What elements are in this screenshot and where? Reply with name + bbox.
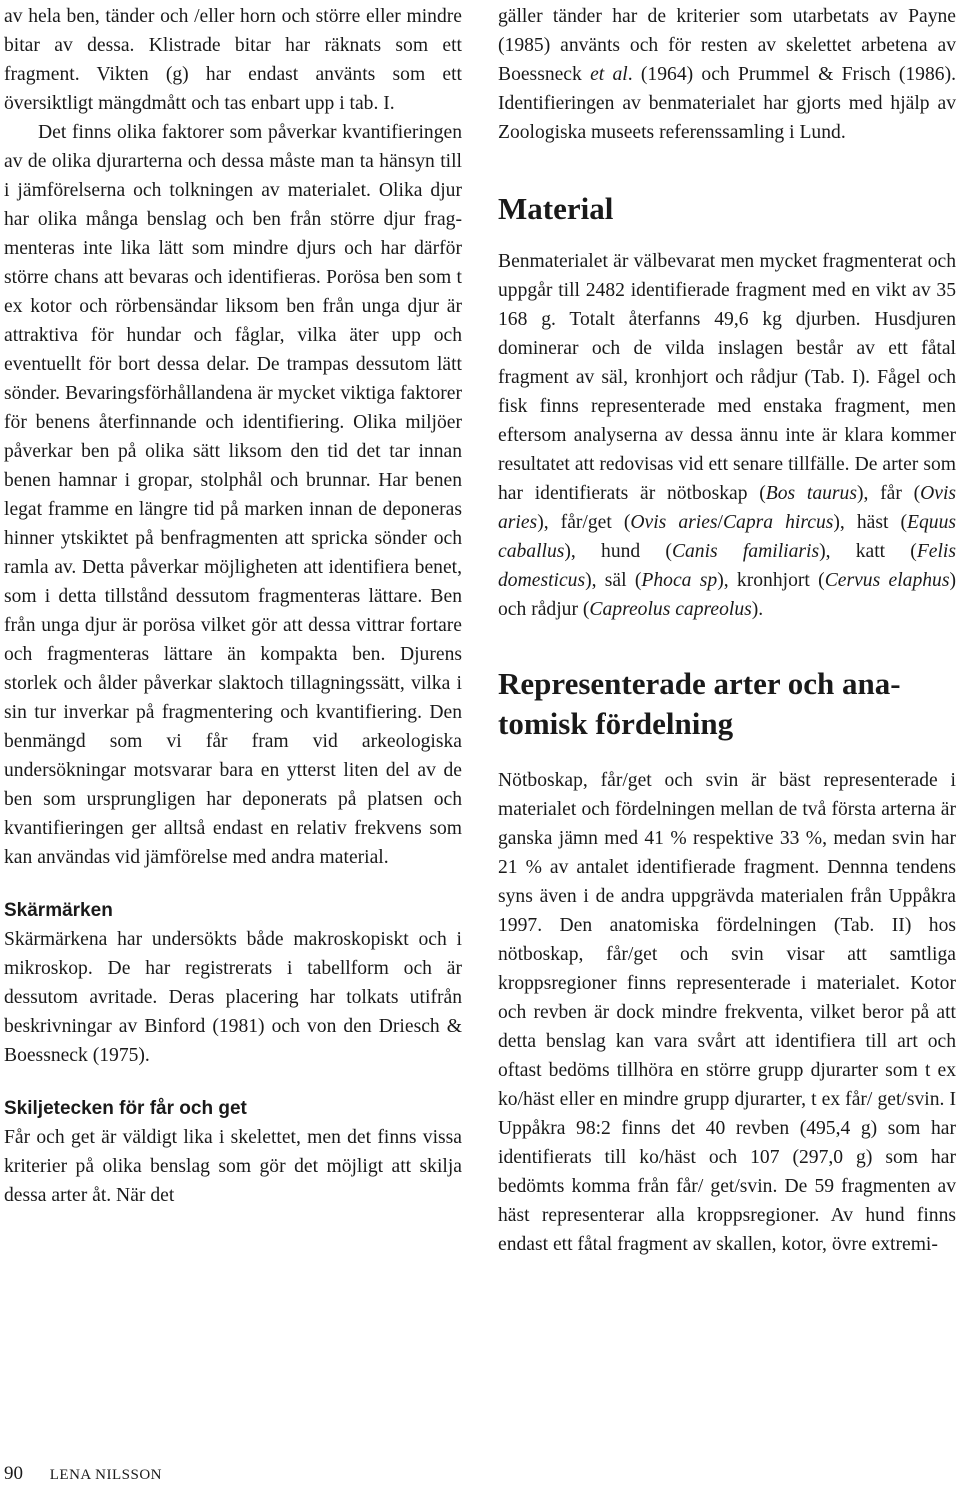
subheading-skiljetecken: Skiljetecken för får och get bbox=[4, 1098, 247, 1119]
species-latin-name: Canis familiaris bbox=[671, 541, 820, 562]
text-run: ), kronhjort ( bbox=[717, 570, 825, 591]
running-author: LENA NILSSON bbox=[49, 1467, 163, 1483]
page-footer bbox=[4, 1462, 162, 1487]
text-run: Benmaterialet är välbevarat men mycket fragmenterat och uppgår till 2482 identifierade fragment med en vikt av 35 168 g. Totalt återfanns 49,6 kg djurben. Husdjuren dominerar och de vilda inslagen består av ett fåtal fragment av säl, kronhjort och rådjur (Tab. I). Fågel och fisk finns representerade med enstaka fragment, men eftersom analyserna av dessa ännu inte är klara kommer resultatet att redovisas vid ett senare tillfälle. De arter som har identifierats är nötboskap ( bbox=[498, 251, 956, 504]
text-run: ), får/get ( bbox=[537, 512, 631, 533]
species-latin-name: Capra hircus bbox=[722, 512, 834, 533]
species-latin-name: Equus caballus bbox=[498, 512, 956, 562]
section-heading-arter: Representerade arter och anatomisk fördelning bbox=[498, 666, 901, 741]
species-latin-name: Phoca sp bbox=[641, 570, 718, 591]
species-latin-name: Felis domesticus bbox=[498, 541, 956, 591]
subheading-skarmarken: Skärmärken bbox=[4, 900, 113, 921]
species-latin-name: Bos taurus bbox=[765, 483, 857, 504]
species-latin-name: Ovis aries bbox=[630, 512, 718, 533]
species-latin-name: Ovis aries bbox=[498, 483, 957, 533]
body-paragraph bbox=[498, 247, 956, 624]
text-run: ), häst ( bbox=[833, 512, 908, 533]
page-number: 90 bbox=[4, 1463, 23, 1484]
text-run: ), katt ( bbox=[819, 541, 917, 562]
text-run: ), får ( bbox=[856, 483, 921, 504]
text-run: gäller tänder har de kriterier som utarbetats av Payne (1985) använts och för resten av skelettet arbetena av Boessneck bbox=[498, 6, 956, 85]
text-run: / bbox=[717, 512, 723, 533]
body-paragraph: Nötboskap, får/get och svin är bäst representerade i materialet och fördelningen mellan de två första arterna är ganska jämn med 41 % respektive 33 %, medan svin har 21 % av antalet identifierade fragment. Dennna tendens syns även i de andra uppgrävda materialen från Uppåkra 1997. Den anatomiska fördelningen (Tab. II) hos nötboskap, får/get och svin visar att samtliga kroppsregioner finns representerade i materialet. Kotor och revben är dock mindre frekventa, vilket beror på att detta benslag kan vara svårt att identifiera till art och oftast bedöms tillhöra en större grupp djurarter som t ex ko/häst eller en mindre grupp djurarter, t ex får/ get/svin. I Uppåkra 98:2 finns det 40 revben (495,4 g) som har identifierats till ko/häst och 107 (297,0 g) som har bedömts komma från får/ get/svin. De 59 fragmenten av häst representerar alla kroppsregioner. Av hund finns endast ett fåtal fragment av skallen, kotor, övre extremi- bbox=[498, 770, 956, 1255]
left-column bbox=[4, 2, 462, 1210]
text-run: . (1964) och Prummel & Frisch (1986). Identifieringen av benmaterialet har gjorts med hjälp av Zoologiska museets referenssamling i Lund. bbox=[498, 64, 956, 143]
body-paragraph bbox=[498, 2, 956, 147]
text-run: ) och rådjur ( bbox=[498, 570, 956, 620]
text-run: ), hund ( bbox=[564, 541, 672, 562]
species-latin-name: Cervus elaphus bbox=[824, 570, 950, 591]
body-paragraph: Får och get är väldigt lika i skelettet, men det finns vissa kriterier på olika benslag som gör det möjligt att skilja dessa arter åt. När det bbox=[4, 1127, 462, 1206]
species-latin-name: Capreolus capreolus bbox=[589, 599, 752, 620]
body-paragraph: Det finns olika faktorer som påverkar kvantifieringen av de olika djurarterna och dessa måste man ta hänsyn till i jämförelserna och tolkningen av materialet. Olika djur har olika många benslag och ben från större djur fragmenteras inte lika lätt som mindre djurs och har därför större chans att bevaras och identifieras. Porösa ben som t ex kotor och rörbensändar liksom ben från unga djur är attraktiva för hundar och fåglar, vilka äter upp och eventuellt för bort dessa delar. De trampas dessutom lätt sönder. Bevaringsförhållandena är mycket viktiga faktorer för benens återfinnande och identifiering. Olika miljöer påverkar ben på olika sätt liksom den tid det tar innan benen hamnar i gropar, stolphål och brunnar. Har benen legat framme en längre tid på marken innan de deponeras hinner ytskiktet på benfragmenten att spricka sönder och ramla av. Detta påverkar möjligheten att identifiera benet, som i detta tillstånd dessutom fragmenteras lättare. Ben från unga djur är porösa vilket gör att dessa vittrar fortare och fragmenteras lättare än kompakta ben. Djurens storlek och ålder påverkar slaktoch tillagningssätt, vilka i sin tur inverkar på fragmentering och kvantifiering. Den benmängd som vi får fram vid arkeologiska undersökningar motsvarar bara en ytterst liten del av de ben som ursprungligen har deponerats på platsen och kvantifieringen ger alltså endast en relativ frekvens som kan användas vid jämförelse med andra material. bbox=[4, 122, 462, 868]
body-paragraph: Skärmärkena har undersökts både makroskopiskt och i mikroskop. De har registrerats i tabellform och är dessutom avritade. Deras placering har tolkats utifrån beskrivningar av Binford (1981) och von den Driesch & Boessneck (1975). bbox=[4, 929, 462, 1066]
section-heading-material: Material bbox=[498, 191, 614, 226]
italic-citation: et al bbox=[590, 64, 628, 85]
text-run: ). bbox=[751, 599, 764, 620]
text-run: ), säl ( bbox=[585, 570, 642, 591]
right-column bbox=[498, 2, 956, 1259]
body-paragraph: av hela ben, tänder och /eller horn och större eller mindre bitar av dessa. Klistrade bitar har räknats som ett fragment. Vikten (g) har endast använts som ett översiktligt mängdmått och tas enbart upp i tab. I. bbox=[4, 6, 462, 114]
